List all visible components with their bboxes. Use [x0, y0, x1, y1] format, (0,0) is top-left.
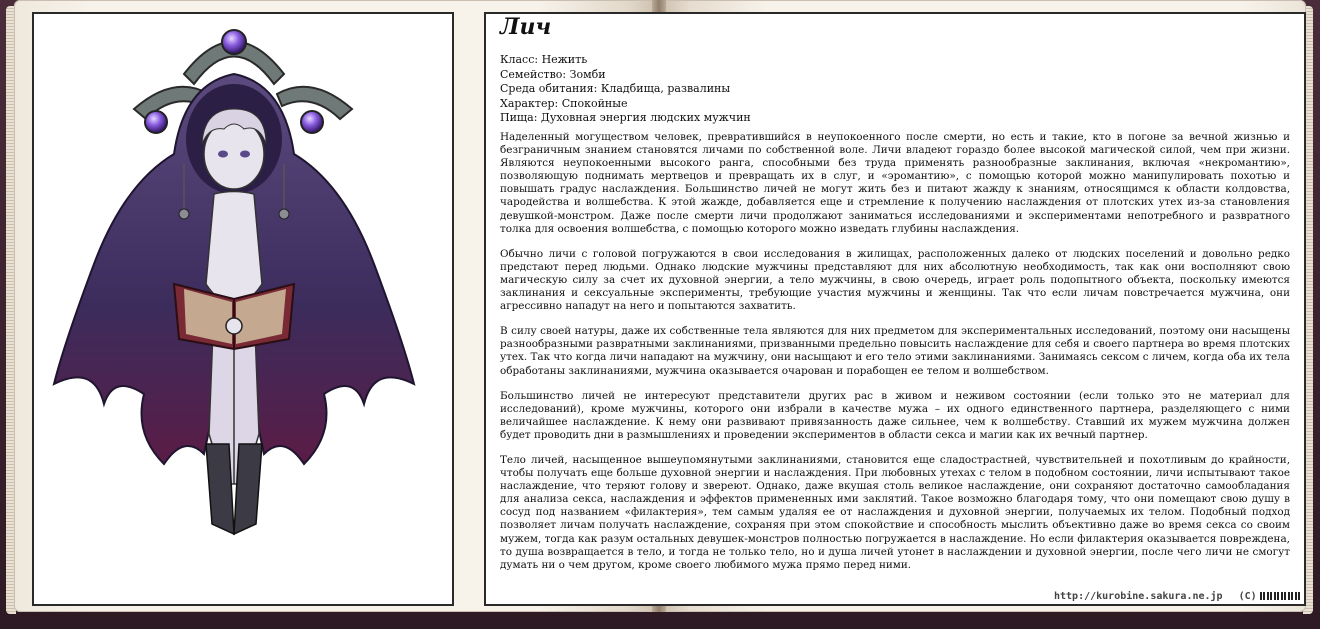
stat-temperament: Характер: Спокойные: [500, 96, 628, 110]
skull-ornament: [226, 318, 242, 334]
torso: [206, 192, 262, 305]
stat-habitat: Среда обитания: Кладбища, развалины: [500, 82, 731, 95]
footer: [1054, 591, 1302, 602]
stat-food: Пища: Духовная энергия людских мужчин: [500, 111, 751, 124]
gem-right: [301, 111, 323, 133]
paragraph: Большинство личей не интересуют представители других рас в живом и неживом состоянии (если только это не материал для исследований), кроме мужчины, которого они избрали в качестве мужа – их одного единственного партнера, разделяющего с ними величайшее наслаждение. К нему они развивают привязанность даже сильнее, чем к волшебству. Ставший их мужем мужчина должен будет проводить дни в размышлениях и проведении экспериментов в области секса и магии как их вечный партнер.: [500, 389, 1290, 441]
paragraph: Обычно личи с головой погружаются в свои исследования в жилищах, расположенных далеко от людских поселений и довольно редко предстают перед людьми. Однако людские мужчины представляют для них абсолютную необходимость, так как они восполняют свою магическую силу за счет их духовной энергии, а тело мужчины, в свою очередь, играет роль подопытного объекта, поскольку имеются заклинания и сексуальные эксперименты, требующие участия мужчины и женщины. Так что если личам повстречается мужчина, они агрессивно нападут на него и попытаются захватить.: [500, 247, 1290, 313]
lich-illustration: [34, 14, 452, 604]
footer-url[interactable]: http://kurobine.sakura.ne.jp: [1054, 591, 1223, 602]
footer-mark-icon: [1260, 592, 1302, 600]
footer-copyright: (C): [1238, 591, 1257, 602]
gem-left: [145, 111, 167, 133]
entry-stats: [500, 53, 1290, 126]
stat-class: Класс: Нежить: [500, 53, 588, 66]
paragraph: Тело личей, насыщенное вышеупомянутыми заклинаниями, становится еще сладострастней, чувствительней и похотливым до крайности, чтобы получать еще больше духовной энергии и наслаждения. При любовных утехах с телом в подобном состоянии, личи испытывают такое наслаждение, что теряют голову и звереют. Однако, даже вкушая столь великое наслаждение, они сохраняют достаточно самообладания для анализа секса, наслаждения и эффектов примененных ими заклятий. Такое возможно благодаря тому, что они помещают свою душу в сосуд под названием «филактерия», тем самым удаляя ее от наслаждения и духовной энергии, получаемых их телом. Подобный подход позволяет личам получать наслаждение, сохраняя при этом спокойствие и способность мыслить объективно даже во время секса со своим мужем, тогда как разум остальных девушек-монстров полностью погружается в наслаждение. Но если филактерия оказывается повреждена, то душа возвращается в тело, и тогда не только тело, но и душа личей утонет в наслаждении и духовной энергии, после чего личи не смогут думать ни о чем другом, кроме своего любимого мужа прямо перед ними.: [500, 453, 1290, 571]
entry-title: Лич: [500, 14, 552, 40]
stat-family: Семейство: Зомби: [500, 67, 606, 81]
paragraph: Наделенный могуществом человек, превратившийся в неупокоенного после смерти, но есть и такие, кто в погоне за вечной жизнью и безграничным знанием становятся личами по собственной воле. Личи владеют гораздо более высокой магической силой, чем при жизни. Являются неупокоенными высокого ранга, способными без труда применять разнообразные заклинания, включая «некромантию», позволяющую поднимать мертвецов и превращать их в слуг, и «эромантию», с помощью которой можно манипулировать похотью и повышать градус наслаждения. Большинство личей не могут жить без и питают жажду к знаниям, относящимся к области колдовства, чародейства и волшебства. К этой жажде, добавляется еще и стремление к получению наслаждения от плотских утех из-за становления девушкой-монстром. Даже после смерти личи продолжают заниматься исследованиями и экспериментами непотребного и развратного толка для освоения волшебства, с помощью которого можно изведать глубины наслаждения.: [500, 131, 1290, 235]
gem-top: [222, 30, 246, 54]
entry-body: [500, 131, 1290, 584]
paragraph: В силу своей натуры, даже их собственные тела являются для них предметом для экспериментальных исследований, поэтому они насыщены разнообразными развратными заклинаниями, призванными предельно повысить наслаждение для себя и своего партнера во время плотских утех. Так что когда личи нападают на мужчину, они насыщают и его тело этими заклинаниями. Занимаясь сексом с личем, когда оба их тела обработаны заклинаниями, мужчина оказывается очарован и порабощен ее телом и волшебством.: [500, 325, 1290, 377]
